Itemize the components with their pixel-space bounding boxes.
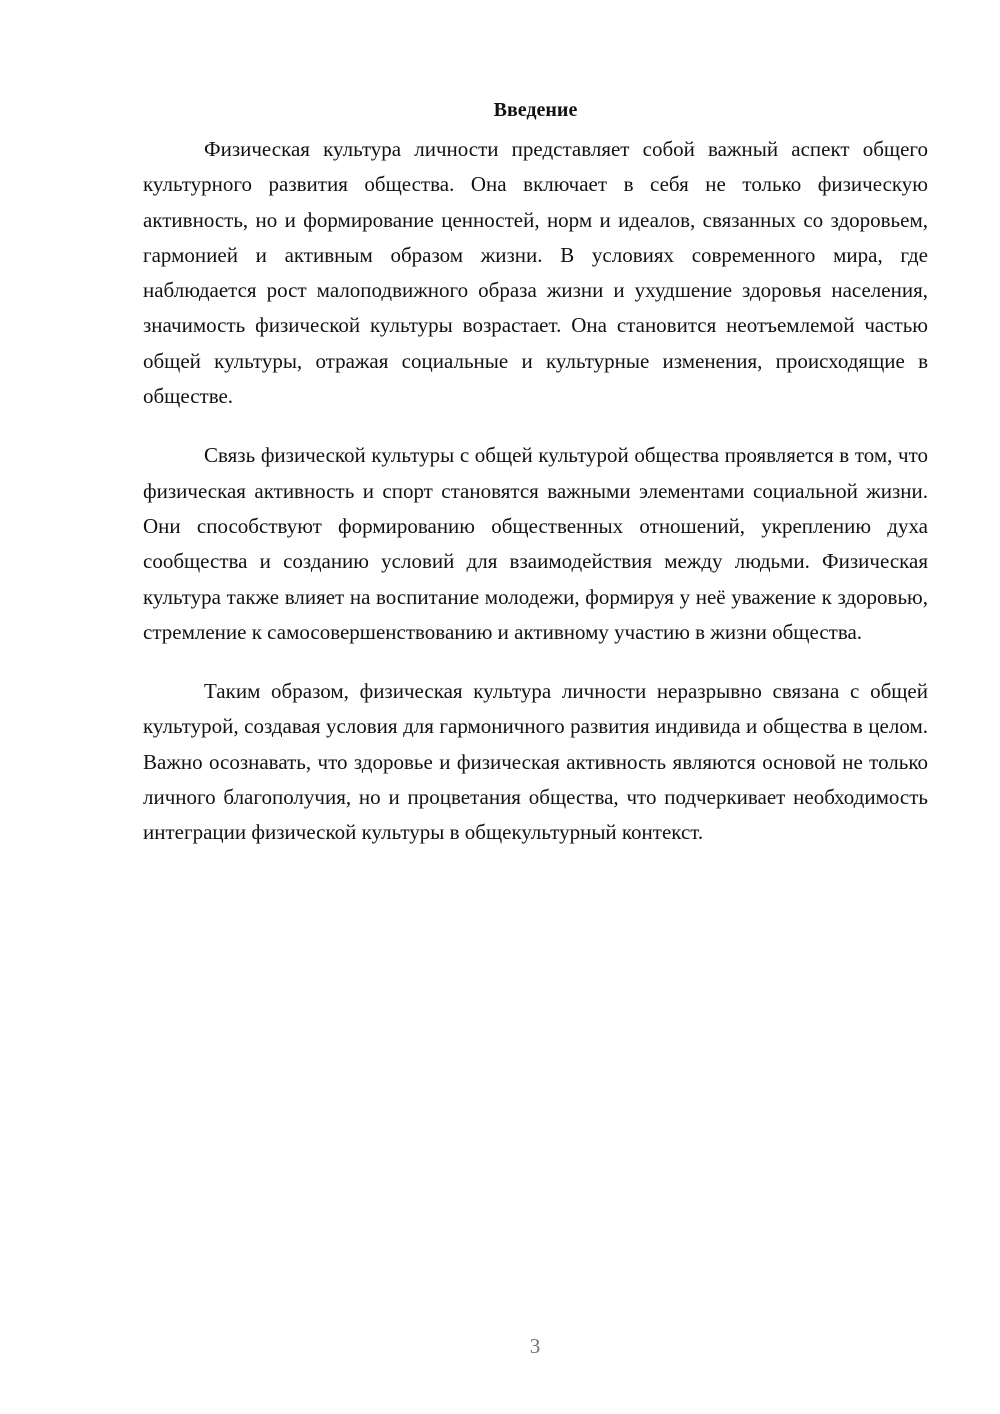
paragraph-1: Физическая культура личности представляет собой важный аспект общего культурного развития общества. Она включает в себя не только физическую активность, но и формирование ценностей, норм и идеалов, связанных со здоровьем, гармонией и активным образом жизни. В условиях современного мира, где наблюдается рост малоподвижного образа жизни и ухудшение здоровья населения, значимость физической культуры возрастает. Она становится неотъемлемой частью общей культуры, отражая социальные и культурные изменения, происходящие в обществе. [143, 137, 928, 409]
page-content [143, 96, 928, 875]
paragraph-3: Таким образом, физическая культура личности неразрывно связана с общей культурой, создавая условия для гармоничного развития индивида и общества в целом. Важно осознавать, что здоровье и физическая активность являются основой не только личного благополучия, но и процветания общества, что подчеркивает необходимость интеграции физической культуры в общекультурный контекст. [143, 679, 928, 845]
page-number: 3 [529, 1334, 541, 1358]
paragraph-2: Связь физической культуры с общей культурой общества проявляется в том, что физическая активность и спорт становятся важными элементами социальной жизни. Они способствуют формированию общественных отношений, укреплению духа сообщества и созданию условий для взаимодействия между людьми. Физическая культура также влияет на воспитание молодежи, формируя у неё уважение к здоровью, стремление к самосовершенствованию и активному участию в жизни общества. [143, 443, 928, 644]
section-title: Введение [493, 99, 578, 121]
